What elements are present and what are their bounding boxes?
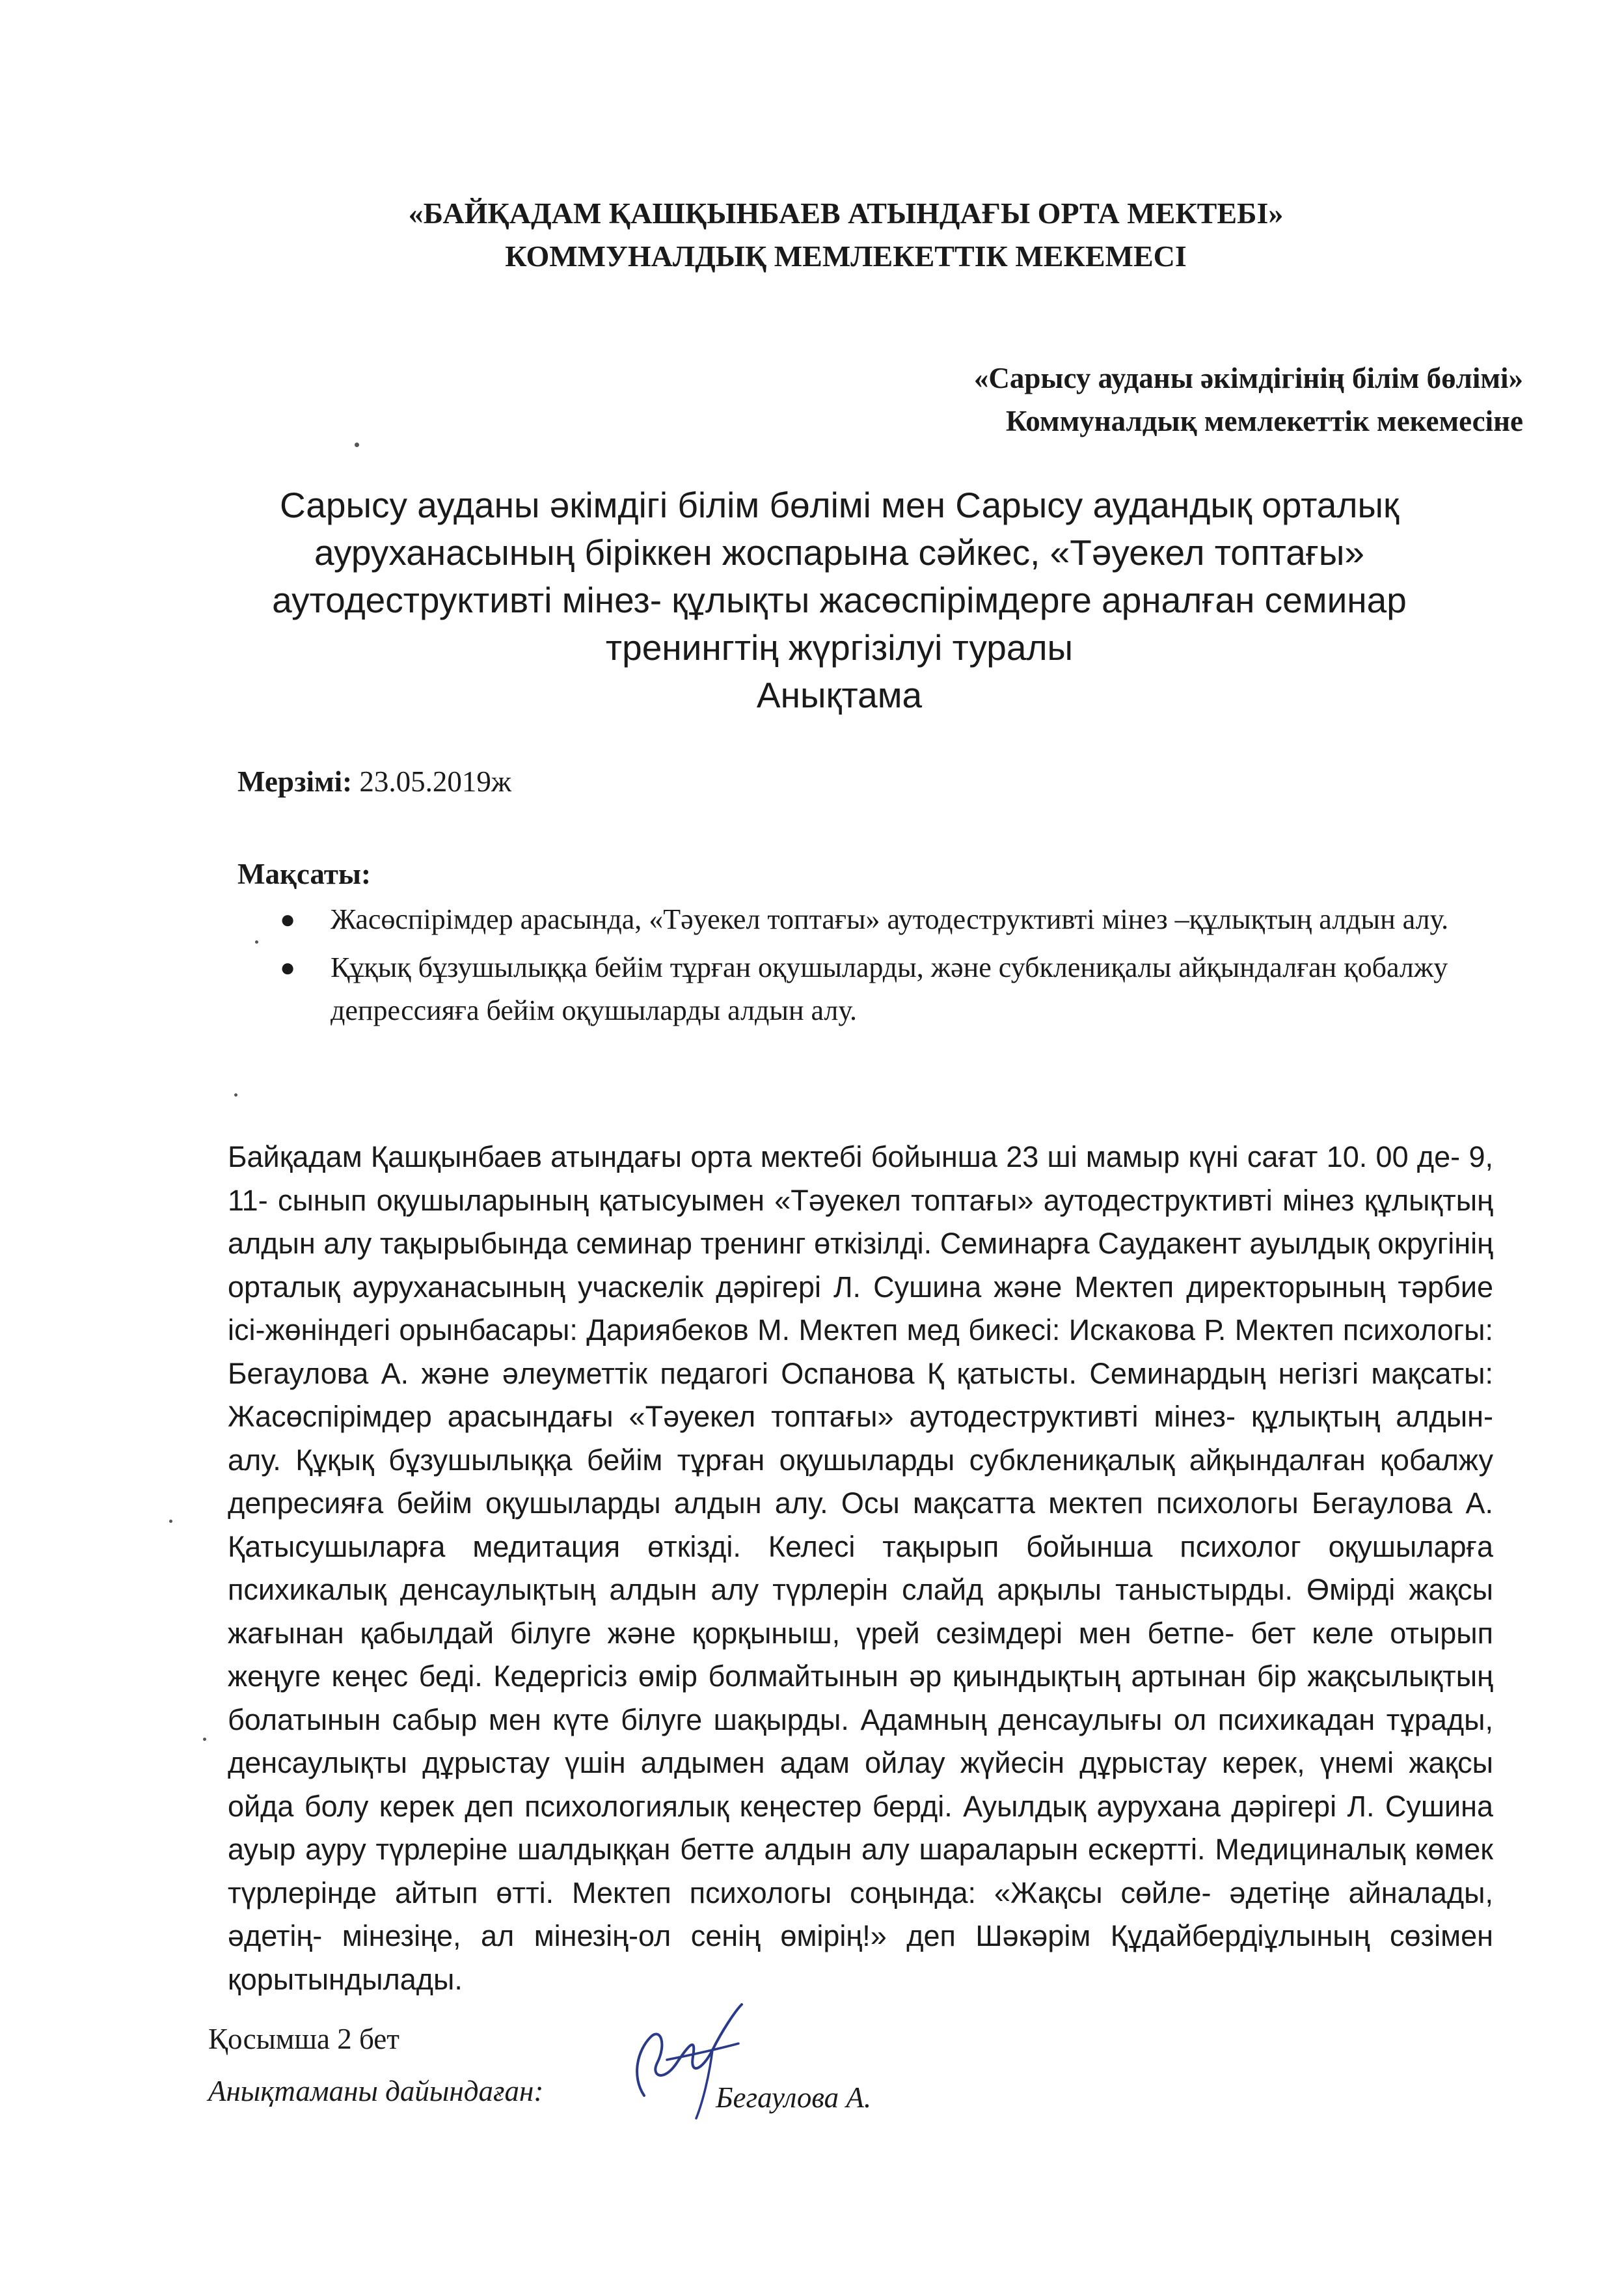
recipient-type: Коммуналдық мемлекеттік мекемесіне — [1005, 405, 1523, 437]
scan-speck — [203, 1738, 206, 1741]
body-paragraph: Байқадам Қашқынбаев атындағы орта мектебі бойынша 23 ші мамыр күні сағат 10. 00 де- 9, 11- сынып оқушыларының қатысуымен «Тәуекел топтағы» аутодеструктивті мінез құлықтың алдын алу тақырыбында семинар тренинг өткізілді. Семинарға Саудакент ауылдық округінің орталық ауруханасының учаскелік дәрігері Л. Сушина және Мектеп директорының тәрбие ісі-жөніндегі орынбасары: Дариябеков М. Мектеп мед бикесі: Искакова Р. Мектеп психологы: Бегаулова А. және әлеуметтік педагогі Оспанова Қ қатысты. Семинардың негізгі мақсаты: Жасөспірімдер арасындағы «Тәуекел топтағы» аутодеструктивті мінез- құлықтың алдын-алу. Құқық бұзушылыққа бейім тұрған оқушыларды субклениқалық айқындалған қобалжу депресияға бейім оқушыларды алдын алу. Осы мақсатта мектеп психологы Бегаулова А. Қатысушыларға медитация өткізді. Келесі тақырып бойынша психолог оқушыларға психикалық денсаулықтың алдын алу түрлерін слайд арқылы таныстырды. Өмірді жақсы жағынан қабылдай білуге және қорқыныш, үрей сезімдері мен бетпе- бет келе отырып жеңуге кеңес беді. Кедергісіз өмір болмайтынын әр қиындықтың артынан бір жақсылықтың болатынын сабыр мен күте білуге шақырды. Адамның денсаулығы ол психикадан тұрады, денсаулықты дұрыстау үшін алдымен адам ойлау жүйесін дұрыстау керек, үнемі жақсы ойда болу керек деп психологиялық кеңестер берді. Ауылдық аурухана дәрігері Л. Сушина ауыр ауру түрлеріне шалдыққан бетте алдын алу шараларын ескертті. Медициналық көмек түрлерінде айтып өтті. Мектеп психологы соңында: «Жақсы сөйле- әдетіңе айналады, әдетің- мінезіңе, ал мінезің-ол сенің өмірің!» деп Шәкәрім Құдайбердіұлының сөзімен қорытындылады. — [228, 1140, 1493, 1996]
scan-speck — [255, 940, 258, 944]
bullet-icon: ● — [280, 953, 296, 982]
document-title — [221, 482, 1457, 719]
bullet-icon: ● — [280, 905, 296, 934]
date-label: Мерзімі: — [237, 765, 353, 798]
organization-type: КОММУНАЛДЫҚ МЕМЛЕКЕТТІК МЕКЕМЕСІ — [505, 239, 1187, 273]
prepared-by-label: Анықтаманы дайындаған: — [208, 2075, 544, 2107]
goals-title: Мақсаты: — [237, 858, 371, 890]
organization-name: «БАЙҚАДАМ ҚАШҚЫНБАЕВ АТЫНДАҒЫ ОРТА МЕКТЕБІ» — [408, 197, 1284, 230]
goal-text: Құқық бұзушылыққа бейім тұрған оқушыларды, және субклениқалы айқындалған қобалжу депрессияға бейім оқушыларды алдын алу. — [331, 951, 1448, 1026]
goals-list — [280, 898, 1503, 1037]
organization-header — [195, 192, 1496, 278]
date-line — [237, 760, 511, 803]
title-line: ауруханасының біріккен жоспарына сәйкес, «Тәуекел топтағы» — [314, 532, 1364, 573]
scan-speck — [169, 1520, 172, 1523]
title-line: аутодеструктивті мінез- құлықты жасөспірімдерге арналған семинар — [272, 580, 1407, 620]
signer-name: Бегаулова А. — [716, 2081, 872, 2114]
title-line: Сарысу ауданы әкімдігі білім бөлімі мен Сарысу аудандық орталық — [279, 485, 1400, 525]
goal-text: Жасөспірімдер арасында, «Тәуекел топтағы» аутодеструктивті мінез –құлықтың алдын алу. — [331, 903, 1449, 935]
scan-speck — [355, 443, 359, 447]
recipient-block — [742, 357, 1523, 443]
title-line: тренингтің жүргізілуі туралы — [605, 627, 1074, 668]
attachment-note: Қосымша 2 бет — [208, 2023, 399, 2055]
recipient-name: «Сарысу ауданы әкімдігінің білім бөлімі» — [973, 362, 1523, 394]
scan-speck — [234, 1093, 237, 1097]
list-item — [280, 898, 1503, 941]
document-type: Анықтама — [756, 675, 923, 715]
date-value: 23.05.2019ж — [359, 765, 511, 798]
list-item — [280, 946, 1503, 1032]
